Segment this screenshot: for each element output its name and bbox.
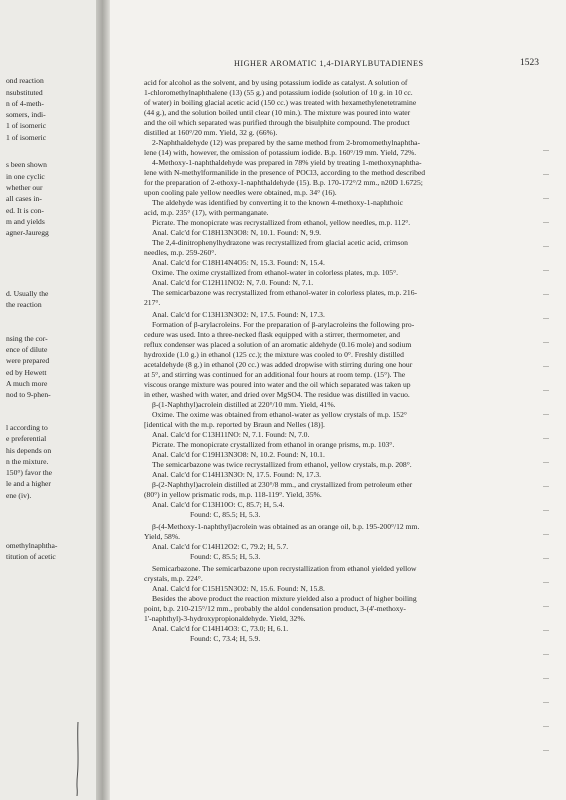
- left-page-line: somers, indi-: [6, 110, 46, 119]
- pencil-mark-icon: [76, 722, 80, 796]
- body-line: Picrate. The monopicrate was recrystallized from ethanol, yellow needles, m.p. 112°.: [152, 218, 411, 227]
- body-line: Anal. Calc'd for C14H13N3O: N, 17.5. Found: N, 17.3.: [152, 470, 322, 479]
- body-line: Found: C, 85.5; H, 5.3.: [190, 510, 261, 519]
- body-line: Anal. Calc'd for C12H11NO2: N, 7.0. Found: N, 7.1.: [152, 278, 314, 287]
- body-line: distilled at 160°/20 mm. Yield, 32 g. (66%).: [144, 128, 278, 137]
- body-line: Anal. Calc'd for C14H14O3: C, 73.0; H, 6.1.: [152, 624, 289, 633]
- left-page-line: all cases in-: [6, 194, 42, 203]
- margin-mark: [543, 318, 549, 319]
- body-line: Semicarbazone. The semicarbazone upon recrystallization from ethanol yielded yellow: [152, 564, 417, 573]
- body-line: Picrate. The monopicrate crystallized from ethanol in orange prisms, m.p. 103°.: [152, 440, 395, 449]
- running-head: [110, 59, 566, 71]
- margin-mark: [543, 342, 549, 343]
- margin-mark: [543, 462, 549, 463]
- margin-mark: [543, 414, 549, 415]
- left-page-line: l according to: [6, 423, 48, 432]
- body-line: of water) in boiling glacial acetic acid (150 cc.) was treated with hexamethylenetetramine: [144, 98, 417, 107]
- body-line: acid, m.p. 235° (17), with permanganate.: [144, 208, 269, 217]
- body-line: Formation of β-arylacroleins. For the preparation of β-arylacroleins the following pro-: [152, 320, 415, 329]
- left-page-line: ed. It is con-: [6, 206, 44, 215]
- body-line: acid for alcohol as the solvent, and by using potassium iodide as catalyst. A solution of: [144, 78, 408, 87]
- margin-mark: [543, 486, 549, 487]
- body-line: for the preparation of 2-ethoxy-1-naphthaldehyde (15). B.p. 170-172°/2 mm., n20D 1.6725;: [144, 178, 423, 187]
- left-page-line: e preferential: [6, 434, 47, 443]
- left-page-line: nsing the cor-: [6, 334, 48, 343]
- left-page-line: m and yields: [6, 217, 45, 226]
- body-line: Anal. Calc'd for C15H15N3O2: N, 15.6. Found: N, 15.8.: [152, 584, 325, 593]
- body-line: 4-Methoxy-1-naphthaldehyde was prepared in 78% yield by treating 1-methoxynaphtha-: [152, 158, 422, 167]
- body-line: [identical with the m.p. reported by Braun and Nelles (18)].: [144, 420, 325, 429]
- margin-mark: [543, 654, 549, 655]
- margin-mark: [543, 246, 549, 247]
- left-page-line: nod to 9-phen-: [6, 390, 51, 399]
- margin-mark: [543, 750, 549, 751]
- margin-mark: [543, 558, 549, 559]
- body-line: The 2,4-dinitrophenylhydrazone was recrystallized from glacial acetic acid, crimson: [152, 238, 408, 247]
- left-page-line: 1 of isomeric: [6, 121, 47, 130]
- margin-mark: [543, 198, 549, 199]
- body-line: 217°.: [144, 298, 161, 307]
- body-line: β-(4-Methoxy-1-naphthyl)acrolein was obtained as an orange oil, b.p. 195-200°/12 mm.: [152, 522, 420, 531]
- left-page-line: d. Usually the: [6, 289, 49, 298]
- margin-mark: [543, 174, 549, 175]
- margin-mark: [543, 606, 549, 607]
- body-line: (80°) in yellow prismatic rods, m.p. 118-119°. Yield, 35%.: [144, 490, 322, 499]
- left-page-line: le and a higher: [6, 479, 51, 488]
- margin-mark: [543, 390, 549, 391]
- left-page-line: n of 4-meth-: [6, 99, 44, 108]
- left-page-line: agner-Jauregg: [6, 228, 49, 237]
- margin-mark: [543, 726, 549, 727]
- body-line: Anal. Calc'd for C14H12O2: C, 79.2; H, 5.7.: [152, 542, 289, 551]
- left-page-line: omethylnaphtha-: [6, 541, 58, 550]
- body-line: and the oil which separated was purified through the bisulphite compound. The product: [144, 118, 410, 127]
- body-line: at 5°, and stirring was continued for an additional four hours at room temp. (15°). The: [144, 370, 406, 379]
- body-line: point, b.p. 210-215°/12 mm., probably the aldol condensation product, 3-(4'-methoxy-: [144, 604, 406, 613]
- body-line: The semicarbazone was recrystallized from ethanol-water in colorless plates, m.p. 216-: [152, 288, 418, 297]
- body-line: Besides the above product the reaction mixture yielded also a product of higher boiling: [152, 594, 417, 603]
- body-line: Found: C, 85.5; H, 5.3.: [190, 552, 261, 561]
- body-line: 1'-naphthyl)-3-hydroxypropionaldehyde. Yield, 32%.: [144, 614, 306, 623]
- left-page-line: A much more: [6, 379, 48, 388]
- body-line: Anal. Calc'd for C18H14N4O5: N, 15.3. Found: N, 15.4.: [152, 258, 325, 267]
- left-page-line: in one cyclic: [6, 172, 45, 181]
- left-page-line: nsubstituted: [6, 88, 43, 97]
- left-page-line: s been shown: [6, 160, 47, 169]
- body-line: lene with N-methylformanilide in the presence of POCl3, according to the method described: [144, 168, 426, 177]
- margin-mark: [543, 534, 549, 535]
- body-line: Found: C, 73.4; H, 5.9.: [190, 634, 261, 643]
- body-line: upon cooling pale yellow needles were obtained, m.p. 34° (16).: [144, 188, 337, 197]
- body-line: acetaldehyde (8 g.) in ethanol (20 cc.) was added dropwise with stirring during one hour: [144, 360, 413, 369]
- body-line: Anal. Calc'd for C18H13N3O8: N, 10.1. Found: N, 9.9.: [152, 228, 322, 237]
- body-line: 1-chloromethylnaphthalene (13) (55 g.) and potassium iodide (solution of 10 g. in 10 cc.: [144, 88, 413, 97]
- left-page-line: 1 of isomeric: [6, 133, 47, 142]
- body-line: viscous orange mixture was poured into water and the oil which separated was taken up: [144, 380, 411, 389]
- body-line: Oxime. The oxime crystallized from ethanol-water in colorless plates, m.p. 105°.: [152, 268, 399, 277]
- margin-mark: [543, 150, 549, 151]
- body-line: (44 g.), and the solution boiled until clear (10 min.). The mixture was poured into water: [144, 108, 411, 117]
- body-line: Anal. Calc'd for C19H13N3O8: N, 10.2. Found: N, 10.1.: [152, 450, 325, 459]
- margin-mark: [543, 510, 549, 511]
- body-line: 2-Naphthaldehyde (12) was prepared by the same method from 2-bromomethylnaphtha-: [152, 138, 421, 147]
- body-line: crystals, m.p. 224°.: [144, 574, 203, 583]
- margin-mark: [543, 366, 549, 367]
- margin-mark: [543, 678, 549, 679]
- body-line: in ether, washed with water, and dried over MgSO4. The residue was distilled in vacuo.: [144, 390, 410, 399]
- body-line: Yield, 58%.: [144, 532, 181, 541]
- body-line: Anal. Calc'd for C13H11NO: N, 7.1. Found: N, 7.0.: [152, 430, 310, 439]
- left-page-line: whether our: [6, 183, 43, 192]
- body-line: Anal. Calc'd for C13H10O: C, 85.7; H, 5.4.: [152, 500, 285, 509]
- margin-mark: [543, 438, 549, 439]
- body-line: reflux condenser was placed a solution of an aromatic aldehyde (0.16 mole) and sodium: [144, 340, 412, 349]
- body-line: The aldehyde was identified by converting it to the known 4-methoxy-1-naphthoic: [152, 198, 403, 207]
- left-page-line: ed by Hewett: [6, 368, 47, 377]
- body-line: Anal. Calc'd for C13H13N3O2: N, 17.5. Found: N, 17.3.: [152, 310, 325, 319]
- body-line: β-(2-Naphthyl)acrolein distilled at 230°/8 mm., and crystallized from petroleum ether: [152, 480, 413, 489]
- left-page-line: were prepared: [6, 356, 50, 365]
- margin-mark: [543, 582, 549, 583]
- left-page-line: his depends on: [6, 446, 52, 455]
- body-line: hydroxide (1.0 g.) in ethanol (125 cc.); the mixture was cooled to 0°. Freshly distilled: [144, 350, 404, 359]
- right-page: [110, 0, 566, 800]
- body-line: lene (14) with, however, the omission of potassium iodide. B.p. 160°/19 mm. Yield, 72%.: [144, 148, 417, 157]
- margin-mark: [543, 702, 549, 703]
- left-page-line: ond reaction: [6, 76, 44, 85]
- body-line: β-(1-Naphthyl)acrolein distilled at 220°/10 mm. Yield, 41%.: [152, 400, 336, 409]
- left-page-line: the reaction: [6, 300, 42, 309]
- margin-mark: [543, 294, 549, 295]
- left-page-line: 150°) favor the: [6, 468, 53, 477]
- body-line: needles, m.p. 259-260°.: [144, 248, 217, 257]
- left-page-line: ence of dilute: [6, 345, 48, 354]
- running-title: HIGHER AROMATIC 1,4-DIARYLBUTADIENES: [234, 59, 424, 68]
- margin-mark: [543, 270, 549, 271]
- left-facing-page: [0, 0, 100, 800]
- left-page-line: n the mixture.: [6, 457, 49, 466]
- margin-mark: [543, 222, 549, 223]
- left-page-line: ene (iv).: [6, 491, 32, 500]
- body-line: Oxime. The oxime was obtained from ethanol-water as yellow crystals of m.p. 152°: [152, 410, 407, 419]
- page-number: 1523: [520, 58, 539, 68]
- margin-mark: [543, 630, 549, 631]
- left-page-line: titution of acetic: [6, 552, 56, 561]
- body-line: The semicarbazone was twice recrystallized from ethanol, yellow crystals, m.p. 208°.: [152, 460, 412, 469]
- body-line: cedure was used. Into a three-necked flask equipped with a stirrer, thermometer, and: [144, 330, 400, 339]
